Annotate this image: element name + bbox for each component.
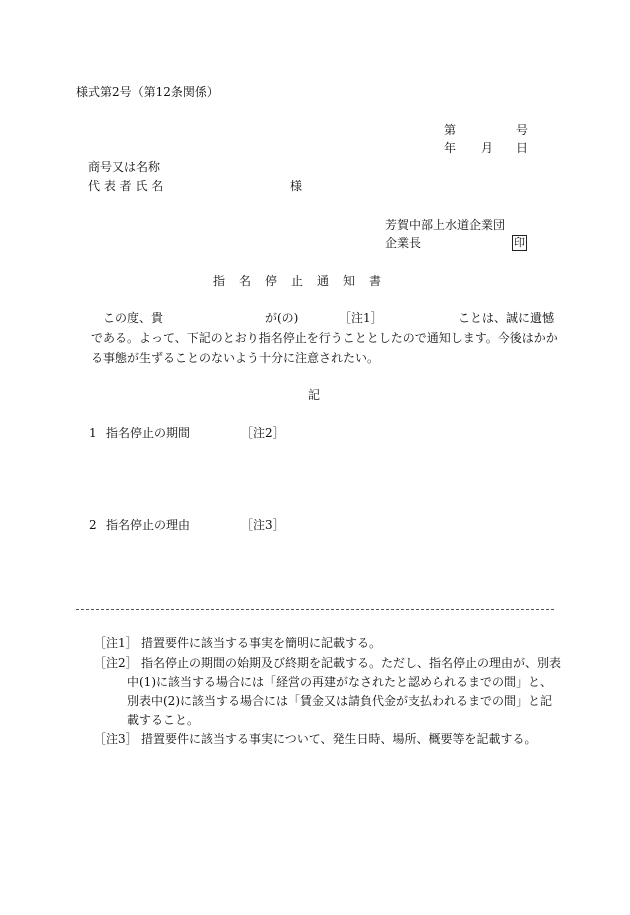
body-end-line1: ことは、誠に遺憾 — [458, 311, 555, 325]
note-2-line-1: 指名停止の期間の始期及び終期を記載する。ただし、指名停止の理由が、別表 — [141, 656, 562, 670]
note-2-tag: ［注2］ — [94, 656, 138, 670]
date-year: 年 — [444, 141, 457, 155]
form-label: 様式第2号（第12条関係） — [76, 85, 219, 99]
date-month: 月 — [481, 141, 494, 155]
sender-title: 企業長 — [385, 236, 422, 250]
note-3-tag: ［注3］ — [94, 732, 138, 746]
ki-heading: 記 — [308, 388, 321, 402]
recipient-rep-label: 代 表 者 氏 名 — [88, 179, 164, 193]
note-2-line-4: 載すること。 — [127, 713, 200, 727]
item-1-note: ［注2］ — [241, 426, 285, 440]
body-note-ref: ［注1］ — [339, 311, 383, 325]
item-2-number: 2 — [89, 518, 97, 532]
doc-title: 指 名 停 止 通 知 書 — [213, 274, 383, 288]
note-2-line-3: 別表中(2)に該当する場合には「賃金又は請負代金が支払われるまでの間」と記 — [127, 694, 553, 708]
item-2-label: 指名停止の理由 — [106, 518, 191, 532]
item-1-label: 指名停止の期間 — [106, 426, 191, 440]
doc-number-prefix: 第 — [444, 123, 457, 137]
doc-number-suffix: 号 — [516, 123, 529, 137]
sender-org: 芳賀中部上水道企業団 — [385, 218, 506, 232]
note-3-line-1: 措置要件に該当する事実について、発生日時、場所、概要等を記載する。 — [141, 732, 537, 746]
note-1-line-1: 措置要件に該当する事実を簡明に記載する。 — [141, 636, 382, 650]
body-ga: が(の) — [265, 311, 299, 325]
note-2-line-2: 中(1)に該当する場合には「経営の再建がなされたと認められるまでの間」と、 — [127, 675, 553, 689]
dotted-divider — [76, 609, 554, 610]
item-2-note: ［注3］ — [241, 518, 285, 532]
recipient-name-label: 商号又は名称 — [88, 160, 161, 174]
item-1-number: 1 — [89, 426, 97, 440]
seal-mark — [512, 234, 527, 251]
seal-stamp: 印 — [514, 236, 525, 249]
recipient-honorific: 様 — [290, 179, 303, 193]
body-line2: である。よって、下記のとおり指名停止を行うこととしたので通知します。今後はかか — [91, 331, 558, 345]
note-1-tag: ［注1］ — [94, 636, 138, 650]
body-line3: る事態が生ずることのないよう十分に注意されたい。 — [91, 351, 380, 365]
body-start: この度、貴 — [103, 311, 164, 325]
date-day: 日 — [516, 141, 529, 155]
